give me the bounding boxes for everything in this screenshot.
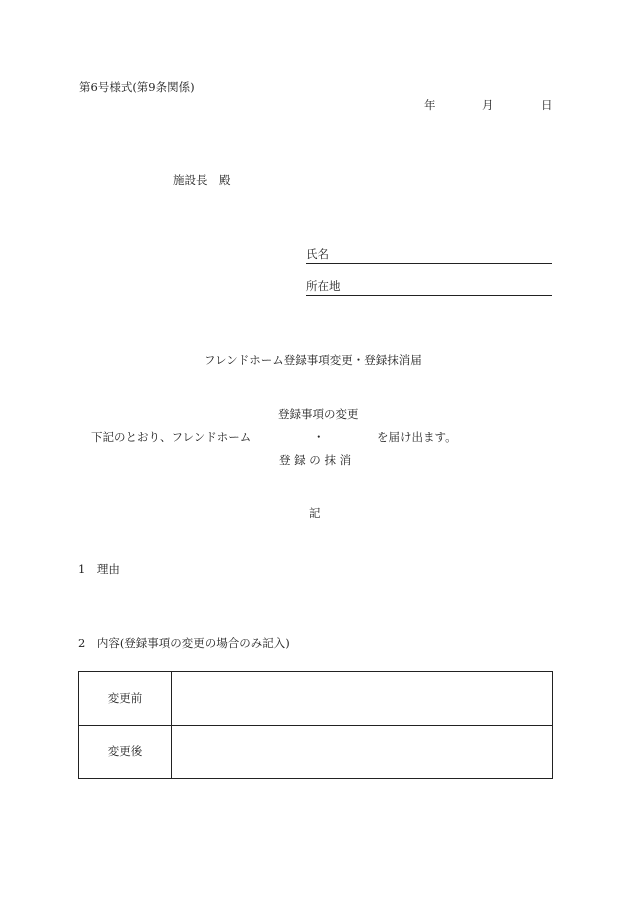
ki-heading: 記 xyxy=(309,506,321,520)
body-prefix: 下記のとおり、フレンドホーム xyxy=(91,430,252,444)
change-table xyxy=(78,671,553,779)
after-value[interactable] xyxy=(172,725,553,779)
body-suffix: を届け出ます。 xyxy=(377,430,457,444)
section-content: 2 内容(登録事項の変更の場合のみ記入) xyxy=(78,636,290,650)
table-row xyxy=(79,672,553,726)
before-label: 変更前 xyxy=(79,672,172,726)
option-cancel: 登 録 の 抹 消 xyxy=(279,453,352,467)
address-field[interactable] xyxy=(306,281,552,296)
date-year: 年 xyxy=(424,98,436,112)
date-month: 月 xyxy=(482,98,494,112)
before-value[interactable] xyxy=(172,672,553,726)
option-change: 登録事項の変更 xyxy=(278,407,359,421)
section-reason: 1 理由 xyxy=(78,562,120,576)
name-field[interactable] xyxy=(306,249,552,264)
document-title: フレンドホーム登録事項変更・登録抹消届 xyxy=(204,353,422,367)
body-dot: ・ xyxy=(313,430,325,444)
address-label: 所在地 xyxy=(306,279,341,293)
form-number: 第6号様式(第9条関係) xyxy=(79,80,195,94)
after-label: 変更後 xyxy=(79,725,172,779)
addressee: 施設長 殿 xyxy=(173,173,231,187)
table-row xyxy=(79,725,553,779)
date-day: 日 xyxy=(541,98,553,112)
name-label: 氏名 xyxy=(306,247,329,261)
